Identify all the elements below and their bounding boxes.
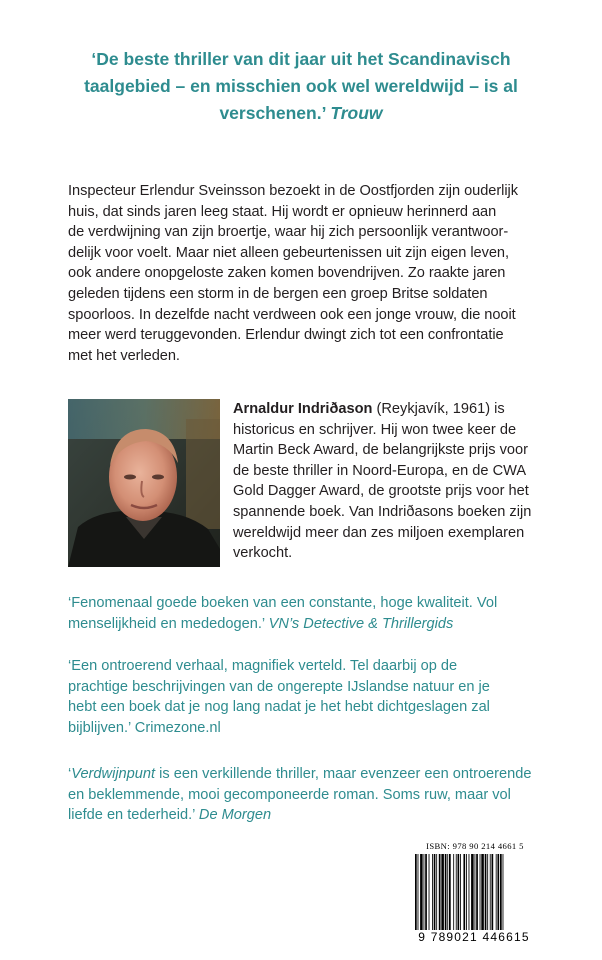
review-source: VN’s Detective & Thrillergids [268,615,454,632]
barcode-bar [460,854,461,942]
barcode-bar [424,854,425,942]
isbn-label: ISBN: 978 90 214 4661 5 [426,841,524,851]
barcode-bar [497,854,499,942]
cover-quote-line: taalgebied – en misschien ook wel wereldwijd – is al [84,76,518,96]
review-source: Crimezone.nl [134,719,221,736]
barcode-bar [429,854,430,942]
author-bio-line: verkocht. [233,545,293,562]
barcode-bar [503,854,504,942]
author-bio-line: Gold Dagger Award, de grootste prijs voor het [233,483,529,500]
barcode-bar [496,854,497,942]
barcode-bar [466,854,467,942]
barcode-bar [453,854,454,942]
barcode-bar [445,854,447,942]
barcode-bar [492,854,494,942]
author-bio-line: historicus en schrijver. Hij won twee keer de [233,421,517,438]
review-line [68,805,540,826]
author-bio-line: spannende boek. Van Indriðasons boeken zijn [233,503,532,520]
blurb-line: delijk voor voelt. Maar niet alleen gebeurtenissen uit zijn eigen leven, [68,244,509,261]
barcode-bar [434,854,436,942]
barcode-bar [425,854,427,942]
review-line: ‘Een ontroerend verhaal, magnifiek verteld. Tel daarbij op de [68,658,458,674]
barcode-bar [439,854,441,942]
review-book-title: Verdwijnpunt [71,766,156,782]
book-blurb [68,181,540,366]
review-text: bijblijven.’ [68,719,135,736]
barcode-bar [469,854,470,942]
barcode-bar [481,854,484,942]
cover-quote-line: ‘De beste thriller van dit jaar uit het Scandinavisch [91,49,511,69]
author-portrait-image [68,399,220,567]
barcode-bar [436,854,437,942]
barcode-bar [490,854,491,942]
cover-quote-text: verschenen.’ [219,103,326,123]
barcode-digits: 9 789021 446615 [406,930,542,944]
blurb-line: spoorloos. In dezelfde nacht verdween ook een jonge vrouw, die nooit [68,306,516,323]
review-line: en beklemmende, mooi gecomponeerde roman. Soms ruw, maar vol [68,786,511,803]
review-line: ‘Fenomenaal goede boeken van een constante, hoge kwaliteit. Vol [68,595,498,611]
blurb-line: ook andere onopgeloste zaken komen bovendrijven. Zo raakte jaren [68,265,506,282]
barcode-bar [487,854,488,942]
cover-quote [40,46,562,127]
author-birth: (Reykjavík, 1961) is [372,401,505,417]
blurb-line: met het verleden. [68,347,180,364]
barcode-bar [480,854,481,942]
review-line: hebt een boek dat je nog lang nadat je het hebt dichtgeslagen zal [68,699,490,716]
review-line [68,764,540,785]
blurb-line: huis, dat sinds jaren leeg staat. Hij wordt er opnieuw herinnerd aan [68,203,497,220]
author-bio [233,399,545,564]
barcode-bar [415,854,417,942]
barcode-bar [485,854,487,942]
author-photo [68,399,220,567]
author-bio-line: wereldwijd meer dan zes miljoen exemplaren [233,524,525,541]
review-line: prachtige beschrijvingen van de ongerepte IJslandse natuur en je [68,678,490,695]
barcode-bar [456,854,457,942]
barcode-bar [447,854,448,942]
review-line [68,614,540,635]
author-name: Arnaldur Indriðason [233,401,373,417]
blurb-line: meer werd teruggevonden. Erlendur dwingt zich tot een confrontatie [68,327,504,344]
barcode-bar [463,854,465,942]
review-text: liefde en tederheid.’ [68,807,199,824]
cover-quote-source: Trouw [330,103,383,123]
barcode-bar [432,854,433,942]
review-text: menselijkheid en mededogen.’ [68,615,269,632]
review-open-quote: ‘ [68,766,72,782]
review-quote [68,656,540,738]
author-bio-line: Martin Beck Award, de belangrijkste prijs voor [233,442,528,459]
cover-quote-line [40,100,562,127]
barcode-bar [420,854,423,942]
review-text: is een verkillende thriller, maar evenzeer een ontroerende [155,766,532,782]
barcode-bar [458,854,460,942]
barcode-bar [471,854,474,942]
review-line [68,718,540,739]
review-quote [68,764,540,826]
review-source: De Morgen [198,807,272,824]
author-bio-line [233,399,545,420]
barcode-bar [449,854,451,942]
barcode-bar [418,854,419,942]
author-bio-line: de beste thriller in Noord-Europa, en de CWA [233,462,527,479]
blurb-line: de verdwijning van zijn broertje, waar hij zich persoonlijk verantwoor- [68,224,509,241]
barcode-bar [475,854,476,942]
barcode-bar [476,854,478,942]
review-quote [68,593,540,634]
blurb-line: geleden tijdens een storm in de bergen een groep Britse soldaten [68,285,488,302]
barcode-bar [500,854,502,942]
barcode-bar [441,854,444,942]
blurb-line: Inspecteur Erlendur Sveinsson bezoekt in de Oostfjorden zijn ouderlijk [68,183,518,199]
